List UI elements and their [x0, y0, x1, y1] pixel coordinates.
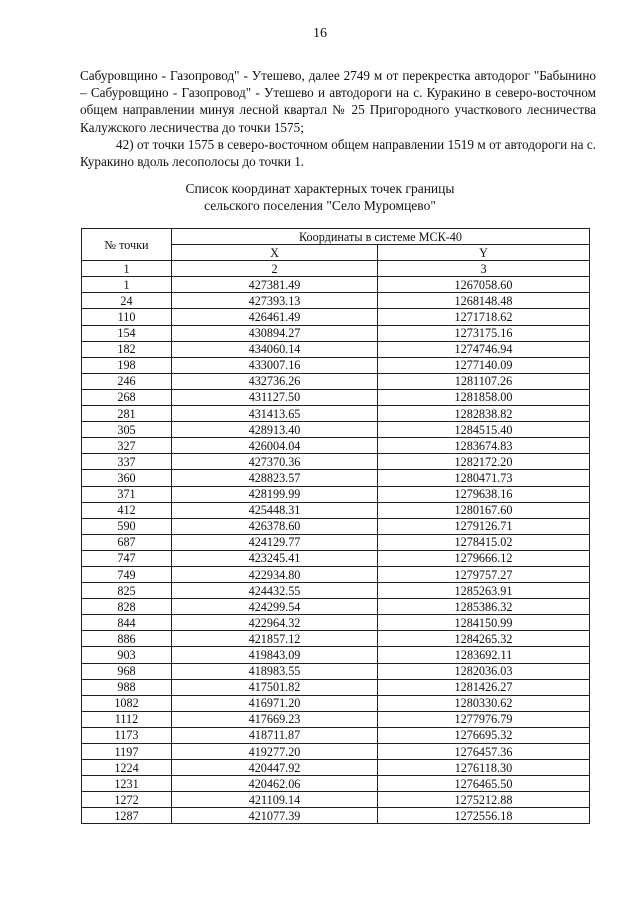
- table-title-line-1: Список координат характерных точек границы: [185, 181, 455, 196]
- point-number-cell: 844: [82, 615, 172, 631]
- y-coordinate-cell: 1285263.91: [378, 583, 590, 599]
- x-coordinate-cell: 419843.09: [172, 647, 378, 663]
- y-coordinate-cell: 1282036.03: [378, 663, 590, 679]
- table-row: [82, 502, 590, 518]
- point-number-cell: 828: [82, 599, 172, 615]
- table-row: [82, 422, 590, 438]
- point-number-cell: 327: [82, 438, 172, 454]
- point-number-cell: 281: [82, 406, 172, 422]
- x-coordinate-cell: 417501.82: [172, 679, 378, 695]
- point-number-cell: 24: [82, 293, 172, 309]
- x-coordinate-cell: 427381.49: [172, 277, 378, 293]
- point-number-cell: 246: [82, 373, 172, 389]
- point-number-cell: 371: [82, 486, 172, 502]
- point-number-cell: 182: [82, 341, 172, 357]
- y-coordinate-cell: 1281858.00: [378, 389, 590, 405]
- point-number-cell: 110: [82, 309, 172, 325]
- column-number-1: 1: [82, 261, 172, 277]
- intro-text: [80, 67, 596, 170]
- table-row: [82, 776, 590, 792]
- x-coordinate-cell: 422964.32: [172, 615, 378, 631]
- x-coordinate-cell: 434060.14: [172, 341, 378, 357]
- table-row: [82, 631, 590, 647]
- column-number-3: 3: [378, 261, 590, 277]
- header-y: Y: [378, 245, 590, 261]
- table-row: [82, 760, 590, 776]
- point-number-cell: 590: [82, 518, 172, 534]
- y-coordinate-cell: 1276695.32: [378, 727, 590, 743]
- column-number-2: 2: [172, 261, 378, 277]
- table-row: [82, 663, 590, 679]
- y-coordinate-cell: 1280330.62: [378, 695, 590, 711]
- y-coordinate-cell: 1279666.12: [378, 550, 590, 566]
- y-coordinate-cell: 1276457.36: [378, 744, 590, 760]
- point-number-cell: 747: [82, 550, 172, 566]
- table-row: [82, 309, 590, 325]
- table-row: [82, 518, 590, 534]
- point-number-cell: 198: [82, 357, 172, 373]
- table-row: [82, 406, 590, 422]
- table-row: [82, 454, 590, 470]
- point-number-cell: 988: [82, 679, 172, 695]
- table-row: [82, 679, 590, 695]
- point-number-cell: 1287: [82, 808, 172, 824]
- y-coordinate-cell: 1280471.73: [378, 470, 590, 486]
- point-number-cell: 1197: [82, 744, 172, 760]
- table-row: [82, 357, 590, 373]
- table-title-line-2: сельского поселения "Село Муромцево": [204, 198, 436, 213]
- table-row: [82, 566, 590, 582]
- table-title: [0, 180, 640, 214]
- table-row: [82, 534, 590, 550]
- table-row: [82, 325, 590, 341]
- table-row: [82, 438, 590, 454]
- point-number-cell: 1: [82, 277, 172, 293]
- x-coordinate-cell: 420447.92: [172, 760, 378, 776]
- x-coordinate-cell: 425448.31: [172, 502, 378, 518]
- point-number-cell: 268: [82, 389, 172, 405]
- point-number-cell: 1224: [82, 760, 172, 776]
- x-coordinate-cell: 428913.40: [172, 422, 378, 438]
- y-coordinate-cell: 1284265.32: [378, 631, 590, 647]
- point-number-cell: 1173: [82, 727, 172, 743]
- x-coordinate-cell: 428823.57: [172, 470, 378, 486]
- table-row: [82, 792, 590, 808]
- x-coordinate-cell: 426461.49: [172, 309, 378, 325]
- table-row: [82, 341, 590, 357]
- x-coordinate-cell: 432736.26: [172, 373, 378, 389]
- y-coordinate-cell: 1282172.20: [378, 454, 590, 470]
- point-number-cell: 1112: [82, 711, 172, 727]
- x-coordinate-cell: 422934.80: [172, 566, 378, 582]
- y-coordinate-cell: 1273175.16: [378, 325, 590, 341]
- y-coordinate-cell: 1281426.27: [378, 679, 590, 695]
- table-row: [82, 615, 590, 631]
- y-coordinate-cell: 1267058.60: [378, 277, 590, 293]
- y-coordinate-cell: 1268148.48: [378, 293, 590, 309]
- x-coordinate-cell: 423245.41: [172, 550, 378, 566]
- table-row: [82, 470, 590, 486]
- table-row: [82, 647, 590, 663]
- y-coordinate-cell: 1282838.82: [378, 406, 590, 422]
- page-number: 16: [313, 26, 327, 41]
- point-number-cell: 886: [82, 631, 172, 647]
- x-coordinate-cell: 421077.39: [172, 808, 378, 824]
- x-coordinate-cell: 419277.20: [172, 744, 378, 760]
- x-coordinate-cell: 421109.14: [172, 792, 378, 808]
- point-number-cell: 305: [82, 422, 172, 438]
- x-coordinate-cell: 426004.04: [172, 438, 378, 454]
- table-row: [82, 727, 590, 743]
- y-coordinate-cell: 1274746.94: [378, 341, 590, 357]
- coordinates-table: [81, 228, 590, 824]
- y-coordinate-cell: 1277976.79: [378, 711, 590, 727]
- point-number-cell: 1272: [82, 792, 172, 808]
- y-coordinate-cell: 1279126.71: [378, 518, 590, 534]
- header-coordinates: Координаты в системе МСК-40: [172, 229, 590, 245]
- y-coordinate-cell: 1284515.40: [378, 422, 590, 438]
- table-row: [82, 711, 590, 727]
- y-coordinate-cell: 1283692.11: [378, 647, 590, 663]
- table-row: [82, 373, 590, 389]
- x-coordinate-cell: 418711.87: [172, 727, 378, 743]
- x-coordinate-cell: 421857.12: [172, 631, 378, 647]
- x-coordinate-cell: 430894.27: [172, 325, 378, 341]
- y-coordinate-cell: 1276465.50: [378, 776, 590, 792]
- y-coordinate-cell: 1271718.62: [378, 309, 590, 325]
- y-coordinate-cell: 1272556.18: [378, 808, 590, 824]
- x-coordinate-cell: 424129.77: [172, 534, 378, 550]
- x-coordinate-cell: 426378.60: [172, 518, 378, 534]
- intro-paragraph-1: Сабуровщино - Газопровод" - Утешево, далее 2749 м от перекрестка автодорог "Бабынино – Сабуровщино - Газопровод" - Утешево и автодороги на с. Куракино в северо-восточном общем направлении минуя лесной квартал № 25 Пригородного участкового лесничества Калужского лесничества до точки 1575;: [80, 68, 596, 135]
- table-row: [82, 744, 590, 760]
- table-row: [82, 277, 590, 293]
- point-number-cell: 825: [82, 583, 172, 599]
- x-coordinate-cell: 433007.16: [172, 357, 378, 373]
- table-row: [82, 389, 590, 405]
- y-coordinate-cell: 1275212.88: [378, 792, 590, 808]
- x-coordinate-cell: 417669.23: [172, 711, 378, 727]
- x-coordinate-cell: 424432.55: [172, 583, 378, 599]
- y-coordinate-cell: 1279757.27: [378, 566, 590, 582]
- table-row: [82, 583, 590, 599]
- y-coordinate-cell: 1276118.30: [378, 760, 590, 776]
- point-number-cell: 360: [82, 470, 172, 486]
- y-coordinate-cell: 1284150.99: [378, 615, 590, 631]
- x-coordinate-cell: 431413.65: [172, 406, 378, 422]
- x-coordinate-cell: 418983.55: [172, 663, 378, 679]
- intro-paragraph-2: 42) от точки 1575 в северо-восточном общем направлении 1519 м от автодороги на с. Куракино вдоль лесополосы до точки 1.: [80, 136, 596, 170]
- point-number-cell: 903: [82, 647, 172, 663]
- y-coordinate-cell: 1279638.16: [378, 486, 590, 502]
- table-row: [82, 293, 590, 309]
- header-x: X: [172, 245, 378, 261]
- point-number-cell: 154: [82, 325, 172, 341]
- x-coordinate-cell: 420462.06: [172, 776, 378, 792]
- table-column-numbers-row: [82, 261, 590, 277]
- point-number-cell: 412: [82, 502, 172, 518]
- y-coordinate-cell: 1285386.32: [378, 599, 590, 615]
- y-coordinate-cell: 1277140.09: [378, 357, 590, 373]
- point-number-cell: 968: [82, 663, 172, 679]
- header-point-number: № точки: [82, 229, 172, 261]
- x-coordinate-cell: 431127.50: [172, 389, 378, 405]
- table-row: [82, 808, 590, 824]
- y-coordinate-cell: 1281107.26: [378, 373, 590, 389]
- x-coordinate-cell: 416971.20: [172, 695, 378, 711]
- point-number-cell: 1082: [82, 695, 172, 711]
- point-number-cell: 337: [82, 454, 172, 470]
- table-body: [82, 277, 590, 824]
- x-coordinate-cell: 424299.54: [172, 599, 378, 615]
- x-coordinate-cell: 428199.99: [172, 486, 378, 502]
- table-row: [82, 695, 590, 711]
- x-coordinate-cell: 427393.13: [172, 293, 378, 309]
- table-header-row: [82, 229, 590, 245]
- point-number-cell: 1231: [82, 776, 172, 792]
- y-coordinate-cell: 1278415.02: [378, 534, 590, 550]
- point-number-cell: 749: [82, 566, 172, 582]
- table-row: [82, 599, 590, 615]
- point-number-cell: 687: [82, 534, 172, 550]
- y-coordinate-cell: 1280167.60: [378, 502, 590, 518]
- table-row: [82, 486, 590, 502]
- x-coordinate-cell: 427370.36: [172, 454, 378, 470]
- y-coordinate-cell: 1283674.83: [378, 438, 590, 454]
- table-row: [82, 550, 590, 566]
